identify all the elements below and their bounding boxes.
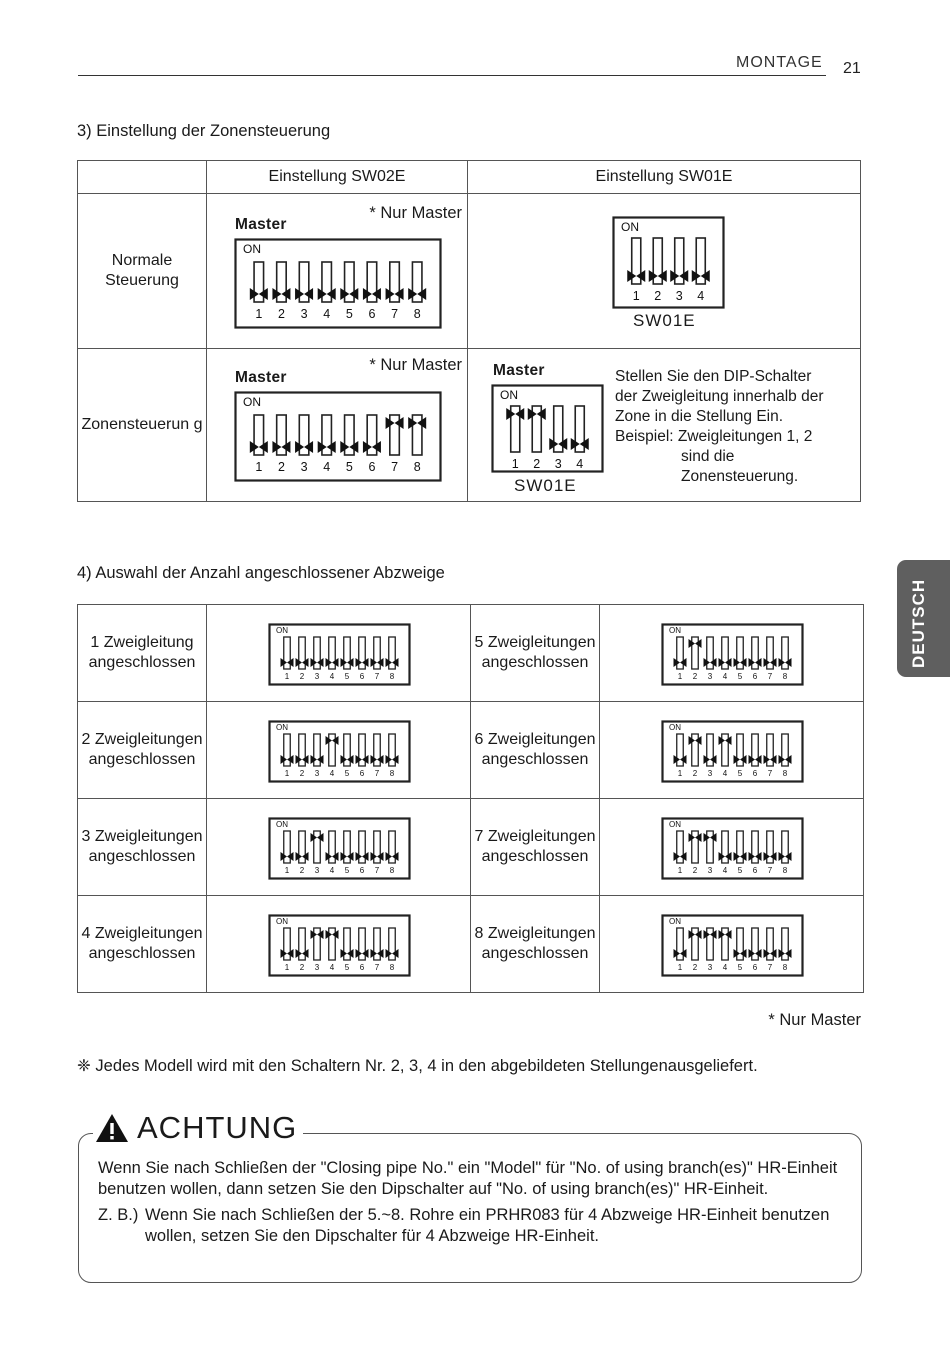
dip-number-label: 1 [284,963,290,972]
branch-label: 7 Zweigleitungen angeschlossen [474,828,596,865]
dip-switch-graphic [268,914,412,978]
branch-dip-cell [600,605,864,702]
warning-text [98,1158,848,1246]
dip-number-label: 1 [255,460,263,474]
branch-label-cell [471,896,600,993]
dip-switch-branch [661,817,805,887]
factory-setting-note: ❈ Jedes Modell wird mit den Schaltern Nr. 2, 3, 4 in den abgebildeten Stellungenausgeliefert. [77,1057,758,1075]
dip-number-label: 8 [782,866,788,875]
dip-number-label: 1 [632,289,640,303]
branch-dip-cell [600,799,864,896]
master-label: Master [235,216,287,233]
dip-number-label: 7 [767,672,773,681]
dip-number-label: 2 [692,769,698,778]
dip-number-label: 5 [344,866,350,875]
dip-number-label: 8 [782,963,788,972]
page-number: 21 [843,60,861,77]
dip-number-label: 4 [722,769,728,778]
dip-switch-branch [661,623,805,693]
dip-number-label: 1 [677,963,683,972]
branch-label: 6 Zweigleitungen angeschlossen [474,731,596,768]
warning-icon [95,1113,129,1143]
dip-number-label: 7 [391,307,399,321]
dip-number-label: 7 [374,866,380,875]
master-label: Master [235,369,287,386]
col-header-sw01e: Einstellung SW01E [468,161,861,194]
dip-on-label: ON [243,395,261,409]
dip-number-label: 4 [576,457,584,471]
dip-number-label: 1 [511,457,519,471]
sw01e-label: SW01E [633,311,696,330]
dip-number-label: 1 [284,866,290,875]
dip-number-label: 3 [707,963,713,972]
dip-switch-graphic [612,216,726,310]
dip-number-label: 5 [345,307,353,321]
col-header-sw02e: Einstellung SW02E [207,161,468,194]
dip-number-label: 3 [314,769,320,778]
footnote-nur-master: * Nur Master [768,1011,861,1029]
dip-switch-graphic [661,817,805,881]
dip-number-label: 6 [359,866,365,875]
dip-number-label: 7 [767,963,773,972]
dip-switch-branch [661,914,805,984]
dip-number-label: 3 [300,460,308,474]
dip-switch-branch [268,914,412,984]
dip-switch-sw01e-zone [491,384,605,480]
dip-number-label: 6 [752,866,758,875]
branch-label: 1 Zweigleitung angeschlossen [88,634,196,671]
dip-switch-graphic [661,623,805,687]
dip-number-label: 6 [359,963,365,972]
table-row [78,799,864,896]
dip-number-label: 1 [255,307,263,321]
branch-label-cell [78,799,207,896]
dip-number-label: 6 [752,769,758,778]
dip-on-label: ON [276,626,288,635]
dip-number-label: 2 [299,866,305,875]
branch-label: 2 Zweigleitungen angeschlossen [81,731,203,768]
dip-number-label: 3 [314,672,320,681]
dip-number-label: 5 [737,963,743,972]
dip-number-label: 7 [767,769,773,778]
corner-cell [78,161,207,194]
dip-switch-graphic [491,384,605,474]
header-rule [78,75,826,76]
table-row [78,702,864,799]
dip-number-label: 7 [374,963,380,972]
dip-number-label: 3 [707,672,713,681]
dip-switch-graphic [661,720,805,784]
dip-number-label: 7 [374,769,380,778]
dip-number-label: 3 [314,866,320,875]
header-section: MONTAGE [736,54,823,71]
warning-title: ACHTUNG [137,1110,298,1145]
section4-title: 4) Auswahl der Anzahl angeschlossener Abzweige [77,564,445,582]
dip-number-label: 5 [737,672,743,681]
dip-number-label: 4 [323,460,331,474]
dip-switch-graphic [234,238,443,330]
dip-switch-graphic [268,720,412,784]
zone-control-table [77,160,861,502]
branch-label: 4 Zweigleitungen angeschlossen [81,925,203,962]
table-row [78,896,864,993]
dip-number-label: 8 [413,460,421,474]
dip-switch-sw01e-normal [612,216,726,316]
dip-number-label: 2 [533,457,541,471]
dip-on-label: ON [621,220,639,234]
dip-switch-graphic [268,817,412,881]
branch-label-cell [471,702,600,799]
nur-master-note: * Nur Master [369,204,462,222]
dip-number-label: 4 [722,672,728,681]
branch-label: 3 Zweigleitungen angeschlossen [81,828,203,865]
dip-number-label: 7 [391,460,399,474]
sw01e-label: SW01E [514,476,577,495]
dip-switch-branch [268,720,412,790]
dip-number-label: 8 [389,963,395,972]
dip-number-label: 4 [722,866,728,875]
sw01e-normal-cell [468,194,861,349]
dip-number-label: 3 [300,307,308,321]
table-row [78,605,864,702]
nur-master-note: * Nur Master [369,356,462,374]
dip-number-label: 6 [359,672,365,681]
dip-number-label: 6 [368,460,376,474]
sw02e-normal-cell [207,194,468,349]
dip-number-label: 3 [707,769,713,778]
dip-number-label: 3 [675,289,683,303]
dip-number-label: 5 [737,866,743,875]
dip-on-label: ON [276,723,288,732]
dip-number-label: 2 [299,672,305,681]
sw02e-zone-cell [207,349,468,502]
branch-dip-cell [600,702,864,799]
dip-on-label: ON [500,388,518,402]
language-tab-label: DEUTSCH [909,578,928,668]
branch-label-cell [78,605,207,702]
dip-number-label: 3 [554,457,562,471]
section3-title: 3) Einstellung der Zonensteuerung [77,122,331,140]
row-label-zone: Zonensteuerun g [78,349,207,502]
dip-number-label: 2 [692,963,698,972]
dip-number-label: 5 [737,769,743,778]
branch-label-cell [471,605,600,702]
dip-on-label: ON [669,820,681,829]
dip-number-label: 5 [344,672,350,681]
dip-number-label: 2 [277,307,285,321]
dip-number-label: 7 [374,672,380,681]
dip-number-label: 8 [389,769,395,778]
dip-on-label: ON [669,917,681,926]
warning-example: Z. B.) Wenn Sie nach Schließen der 5.~8. Rohre ein PRHR083 für 4 Abzweige HR-Einheit benutzen wollen, setzen Sie den Dipschalter für 4 Abzweige HR-Einheit. [98,1206,830,1245]
sw01e-zone-cell [468,349,861,502]
language-tab [897,560,950,677]
dip-on-label: ON [669,626,681,635]
dip-number-label: 8 [389,672,395,681]
dip-on-label: ON [276,917,288,926]
dip-number-label: 2 [299,963,305,972]
dip-switch-graphic [234,391,443,483]
dip-number-label: 2 [299,769,305,778]
branch-dip-cell [207,605,471,702]
dip-number-label: 2 [654,289,662,303]
dip-number-label: 1 [677,672,683,681]
dip-on-label: ON [243,242,261,256]
dip-number-label: 1 [284,769,290,778]
dip-number-label: 7 [767,866,773,875]
dip-number-label: 8 [782,672,788,681]
dip-number-label: 4 [697,289,705,303]
dip-number-label: 8 [782,769,788,778]
branch-dip-cell [207,896,471,993]
dip-number-label: 5 [345,460,353,474]
branch-dip-cell [600,896,864,993]
dip-switch-branch [268,817,412,887]
dip-number-label: 3 [707,866,713,875]
dip-number-label: 4 [722,963,728,972]
dip-number-label: 1 [677,866,683,875]
dip-number-label: 5 [344,963,350,972]
dip-number-label: 8 [389,866,395,875]
dip-switch-sw02e-zone [234,391,443,489]
dip-number-label: 4 [323,307,331,321]
dip-on-label: ON [669,723,681,732]
row-label-normal: Normale Steuerung [78,194,207,349]
dip-switch-graphic [661,914,805,978]
dip-number-label: 2 [277,460,285,474]
dip-on-label: ON [276,820,288,829]
dip-number-label: 1 [677,769,683,778]
branch-dip-cell [207,799,471,896]
dip-number-label: 6 [752,672,758,681]
warning-paragraph: Wenn Sie nach Schließen der "Closing pipe No." ein "Model" für "No. of using branch(es)" HR-Einheit benutzen wollen, dann setzen Sie den Dipschalter auf "No. of using branch(es)" HR-Einheit. [98,1159,838,1198]
branch-count-table [77,604,864,993]
dip-number-label: 4 [329,963,335,972]
dip-number-label: 1 [284,672,290,681]
branch-label-cell [471,799,600,896]
branch-label-cell [78,702,207,799]
zone-instruction-note: Stellen Sie den DIP-Schalter der Zweigleitung innerhalb der Zone in die Stellung Ein. Beispiel: Zweigleitungen 1, 2 sind die Zonensteuerung. [615,368,824,485]
dip-number-label: 3 [314,963,320,972]
dip-number-label: 6 [752,963,758,972]
dip-number-label: 6 [368,307,376,321]
dip-switch-graphic [268,623,412,687]
dip-number-label: 5 [344,769,350,778]
branch-label: 5 Zweigleitungen angeschlossen [474,634,596,671]
dip-number-label: 4 [329,866,335,875]
dip-switch-branch [661,720,805,790]
warning-header [93,1110,303,1146]
dip-switch-sw02e-normal [234,238,443,336]
dip-number-label: 8 [413,307,421,321]
branch-dip-cell [207,702,471,799]
dip-number-label: 2 [692,672,698,681]
branch-label: 8 Zweigleitungen angeschlossen [474,925,596,962]
dip-number-label: 4 [329,672,335,681]
dip-number-label: 2 [692,866,698,875]
dip-switch-branch [268,623,412,693]
master-label: Master [493,362,545,379]
dip-number-label: 6 [359,769,365,778]
branch-label-cell [78,896,207,993]
dip-number-label: 4 [329,769,335,778]
